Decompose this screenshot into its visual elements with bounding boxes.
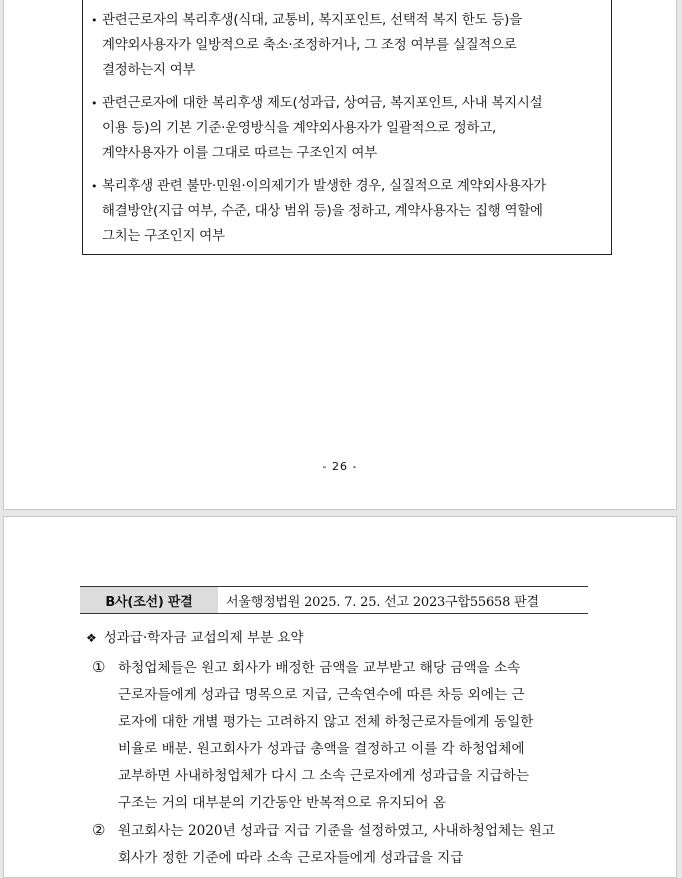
criteria-line: 계약사용자가 이를 그대로 따르는 구조인지 여부 [102,146,377,161]
summary-line: 로자에 대한 개별 평가는 고려하지 않고 전체 하청근로자들에게 동일한 [118,714,534,730]
case-label: B사(조선) 판결 [80,587,218,613]
document-page-27 [3,516,677,878]
summary-line: 교부하면 사내하청업체가 다시 그 소속 근로자에게 성과급을 지급하는 [118,768,530,784]
criteria-line: • 관련근로자의 복리후생(식대, 교통비, 복지포인트, 선택적 복지 한도 등)을 [91,8,599,33]
case-reference: 서울행정법원 2025. 7. 25. 선고 2023구합55658 판결 [226,594,539,610]
criteria-line: 해결방안(지급 여부, 수준, 대상 범위 등)을 정하고, 계약사용자는 집행 역할에 [102,204,543,219]
criteria-line: 그치는 구조인지 여부 [102,229,225,244]
criteria-line: • 관련근로자에 대한 복리후생 제도(성과급, 상여금, 복지포인트, 사내 복지시설 [91,91,599,116]
case-header [80,586,588,614]
summary-line: ② 원고회사는 2020년 성과급 지급 기준을 설정하였고, 사내하청업체는 원고 [92,817,612,845]
bullet-icon: • [91,180,98,193]
criteria-line: 계약외사용자가 일방적으로 축소·조정하거나, 그 조정 여부를 실질적으로 [102,38,517,53]
page-number: - 26 - [322,460,358,473]
bullet-icon: • [91,14,98,27]
criteria-line: 결정하는지 여부 [102,63,196,78]
bullet-icon: • [91,97,98,110]
summary-line: 근로자들에게 성과급 명목으로 지급, 근속연수에 따른 차등 외에는 근 [118,687,525,703]
summary-line: 회사가 정한 기준에 따라 소속 근로자들에게 성과급을 지급 [118,850,464,866]
summary-heading-text: 성과급·학자금 교섭의제 부분 요약 [103,630,304,646]
summary-line: 비율로 배분. 원고회사가 성과급 총액을 결정하고 이를 각 하청업체에 [118,741,525,757]
summary-item-2 [92,817,612,872]
criteria-line: 이용 등)의 기본 기준·운영방식을 계약외사용자가 일괄적으로 정하고, [102,121,497,136]
criteria-line: • 복리후생 관련 불만·민원·이의제기가 발생한 경우, 실질적으로 계약외사용자가 [91,174,599,199]
criteria-item-1 [91,8,599,83]
diamond-bullet-icon: ❖ [86,631,97,645]
document-page-26 [3,0,677,510]
criteria-item-3 [91,174,599,249]
summary-item-1 [92,654,612,817]
criteria-box [82,0,612,255]
circled-number-2: ② [92,821,106,839]
summary-line: ① 하청업체들은 원고 회사가 배정한 금액을 교부받고 해당 금액을 소속 [92,654,612,682]
summary-line: 구조는 거의 대부분의 기간동안 반복적으로 유지되어 옴 [118,795,446,811]
summary-heading [86,626,304,646]
criteria-item-2 [91,91,599,166]
circled-number-1: ① [92,658,106,676]
